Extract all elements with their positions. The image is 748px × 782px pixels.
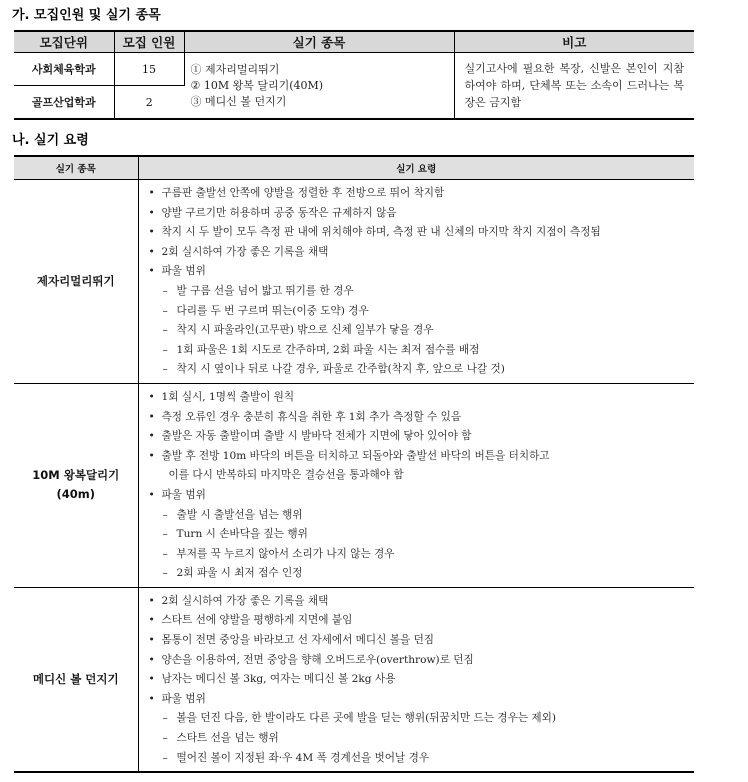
dash-marker: – (162, 304, 168, 317)
event-name-line: 10M 왕복달리기 (32, 468, 120, 483)
sub-item (149, 729, 687, 749)
header-department: 모집단위 (14, 31, 114, 53)
section-heading-guidelines: 나. 실기 요령 (12, 133, 89, 148)
sub-item (149, 545, 687, 565)
item-text: 부저를 꾹 누르지 않아서 소리가 나지 않는 경우 (176, 547, 395, 560)
item-text: 다리를 두 번 구르며 뛰는(이중 도약) 경우 (176, 304, 369, 317)
event-list-item: ③ 메디신 볼 던지기 (190, 94, 287, 108)
dash-marker: – (162, 528, 168, 541)
list-item (149, 466, 687, 486)
dash-marker: – (162, 567, 168, 580)
dash-marker: – (162, 712, 168, 725)
list-item (149, 262, 687, 282)
list-item (149, 408, 687, 428)
bullet-marker: • (148, 653, 155, 666)
bullet-marker: • (148, 187, 155, 199)
item-text: 볼을 던진 다음, 한 발이라도 다른 곳에 발을 딛는 행위(뒤꿈치만 드는 경우는 제외) (176, 712, 557, 725)
bullet-marker: • (148, 390, 155, 403)
sub-item (149, 564, 687, 584)
item-text: 착지 시 두 발이 모두 측정 판 내에 위치해야 하며, 측정 판 내 신체의 마지막 착지 지점이 측정됨 (161, 226, 601, 239)
department-name: 사회체육학과 (14, 53, 114, 86)
sub-item (149, 360, 687, 380)
sub-item (149, 302, 687, 322)
item-text: 파울 범위 (161, 265, 206, 278)
event-name-line: 제자리멀리뛰기 (36, 273, 115, 288)
sub-item (149, 341, 687, 361)
event-name-line: 메디신 볼 던지기 (32, 672, 119, 687)
bullet-marker: • (148, 410, 155, 423)
list-item (149, 243, 687, 263)
quota-value: 15 (114, 53, 184, 86)
sub-item (149, 709, 687, 729)
sub-item (149, 506, 687, 526)
list-item (149, 427, 687, 447)
dash-marker: – (162, 732, 168, 745)
list-item (149, 611, 687, 631)
header-event: 실기 종목 (14, 156, 138, 180)
item-text: 양손을 이용하여, 전면 중앙을 향해 오버드로우(overthrow)로 던짐 (161, 653, 474, 666)
item-text: 남자는 메디신 볼 3kg, 여자는 메디신 볼 2kg 사용 (161, 673, 396, 686)
event-name-cell (14, 587, 138, 772)
event-list-item: ② 10M 왕복 달리기(40M) (190, 78, 324, 92)
sub-item (149, 525, 687, 545)
item-text: 1회 실시, 1명씩 출발이 원칙 (161, 390, 295, 403)
item-text: 파울 범위 (161, 488, 206, 501)
sub-item (149, 749, 687, 769)
bullet-marker: • (148, 206, 155, 219)
event-list (184, 53, 454, 120)
section-heading-quota: 가. 모집인원 및 실기 종목 (12, 8, 161, 23)
quota-table (14, 30, 694, 120)
quota-table-header (14, 31, 694, 53)
bullet-marker: • (148, 673, 155, 686)
dash-marker: – (162, 508, 168, 521)
item-text: 측정 오류인 경우 충분히 휴식을 취한 후 1회 추가 측정할 수 있음 (161, 410, 462, 423)
list-item (149, 184, 687, 204)
list-item (149, 447, 687, 467)
item-text: 몸통이 전면 중앙을 바라보고 선 자세에서 메디신 볼을 던짐 (161, 634, 435, 647)
header-quota: 모집 인원 (114, 31, 184, 53)
header-events: 실기 종목 (184, 31, 454, 53)
remarks-text: 실기고사에 필요한 복장, 신발은 본인이 지참하여야 하며, 단체복 또는 소속이 드러나는 복장은 금지함 (464, 62, 684, 109)
item-text: Turn 시 손바닥을 짚는 행위 (176, 528, 308, 541)
list-item (149, 631, 687, 651)
bullet-marker: • (148, 488, 155, 501)
dash-marker: – (162, 284, 168, 297)
list-item (149, 690, 687, 710)
item-text: 스타트 선을 넘는 행위 (176, 732, 279, 745)
dash-marker: – (162, 363, 168, 376)
guidelines-table (14, 155, 694, 773)
list-item (149, 670, 687, 690)
table-row (14, 180, 694, 384)
dash-marker: – (162, 324, 168, 337)
guideline-list (138, 383, 694, 587)
item-text: 출발은 자동 출발이며 출발 시 발바닥 전체가 지면에 닿아 있어야 함 (161, 430, 472, 443)
item-text: 1회 파울은 1회 시도로 간주하며, 2회 파울 시는 최저 점수를 배점 (176, 343, 480, 356)
department-name: 골프산업학과 (14, 86, 114, 120)
bullet-marker: • (148, 614, 155, 627)
item-text: 착지 시 파울라인(고무판) 밖으로 신체 일부가 닿을 경우 (176, 324, 434, 337)
bullet-marker: • (148, 265, 155, 278)
item-text: 출발 시 출발선을 넘는 행위 (176, 508, 303, 521)
item-text: 2회 파울 시 최저 점수 인정 (176, 567, 303, 580)
sub-item (149, 321, 687, 341)
item-text: 구름판 출발선 안쪽에 양발을 정렬한 후 전방으로 뛰어 착지함 (161, 187, 445, 199)
guideline-list (138, 587, 694, 772)
bullet-marker: • (148, 594, 155, 607)
bullet-marker: • (148, 449, 155, 462)
table-row (14, 587, 694, 772)
event-name-cell (14, 180, 138, 384)
list-item (149, 223, 687, 243)
item-text: 2회 실시하여 가장 좋은 기록을 채택 (161, 245, 329, 258)
bullet-marker: • (148, 226, 155, 239)
list-item (149, 651, 687, 671)
sub-item (149, 282, 687, 302)
header-remarks: 비고 (454, 31, 694, 53)
bullet-marker: • (148, 634, 155, 647)
dash-marker: – (162, 343, 168, 356)
list-item (149, 204, 687, 224)
table-row (14, 383, 694, 587)
list-item (149, 592, 687, 612)
bullet-marker: • (148, 430, 155, 443)
item-text: 발 구름 선을 넘어 밟고 뛰기를 한 경우 (176, 284, 354, 297)
list-item (149, 486, 687, 506)
table-row (14, 53, 694, 86)
dash-marker: – (162, 547, 168, 560)
event-name-cell (14, 383, 138, 587)
bullet-marker: • (148, 245, 155, 258)
bullet-marker: • (148, 692, 155, 705)
guidelines-table-header (14, 156, 694, 180)
item-text: 떨어진 볼이 지정된 좌·우 4M 폭 경계선을 벗어날 경우 (176, 751, 430, 764)
item-text: 이를 다시 반복하되 마지막은 결승선을 통과해야 함 (168, 469, 404, 482)
item-text: 출발 후 전방 10m 바닥의 버튼을 터치하고 되돌아와 출발선 바닥의 버튼을 터치하고 (161, 449, 550, 462)
event-name-line: (40m) (56, 487, 95, 502)
quota-value: 2 (145, 95, 153, 109)
item-text: 양발 구르기만 허용하며 공중 동작은 규제하지 않음 (161, 206, 397, 219)
dash-marker: – (162, 751, 168, 764)
list-item (149, 388, 687, 408)
item-text: 파울 범위 (161, 692, 206, 705)
guideline-list (138, 180, 694, 384)
item-text: 스타트 선에 양발을 평행하게 지면에 붙임 (161, 614, 353, 627)
item-text: 착지 시 옆이나 뒤로 나갈 경우, 파울로 간주함(착지 후, 앞으로 나갈 것) (176, 363, 505, 376)
header-guidelines: 실기 요령 (138, 156, 694, 180)
item-text: 2회 실시하여 가장 좋은 기록을 채택 (161, 594, 329, 607)
event-list-item: ① 제자리멀리뛰기 (190, 62, 280, 76)
